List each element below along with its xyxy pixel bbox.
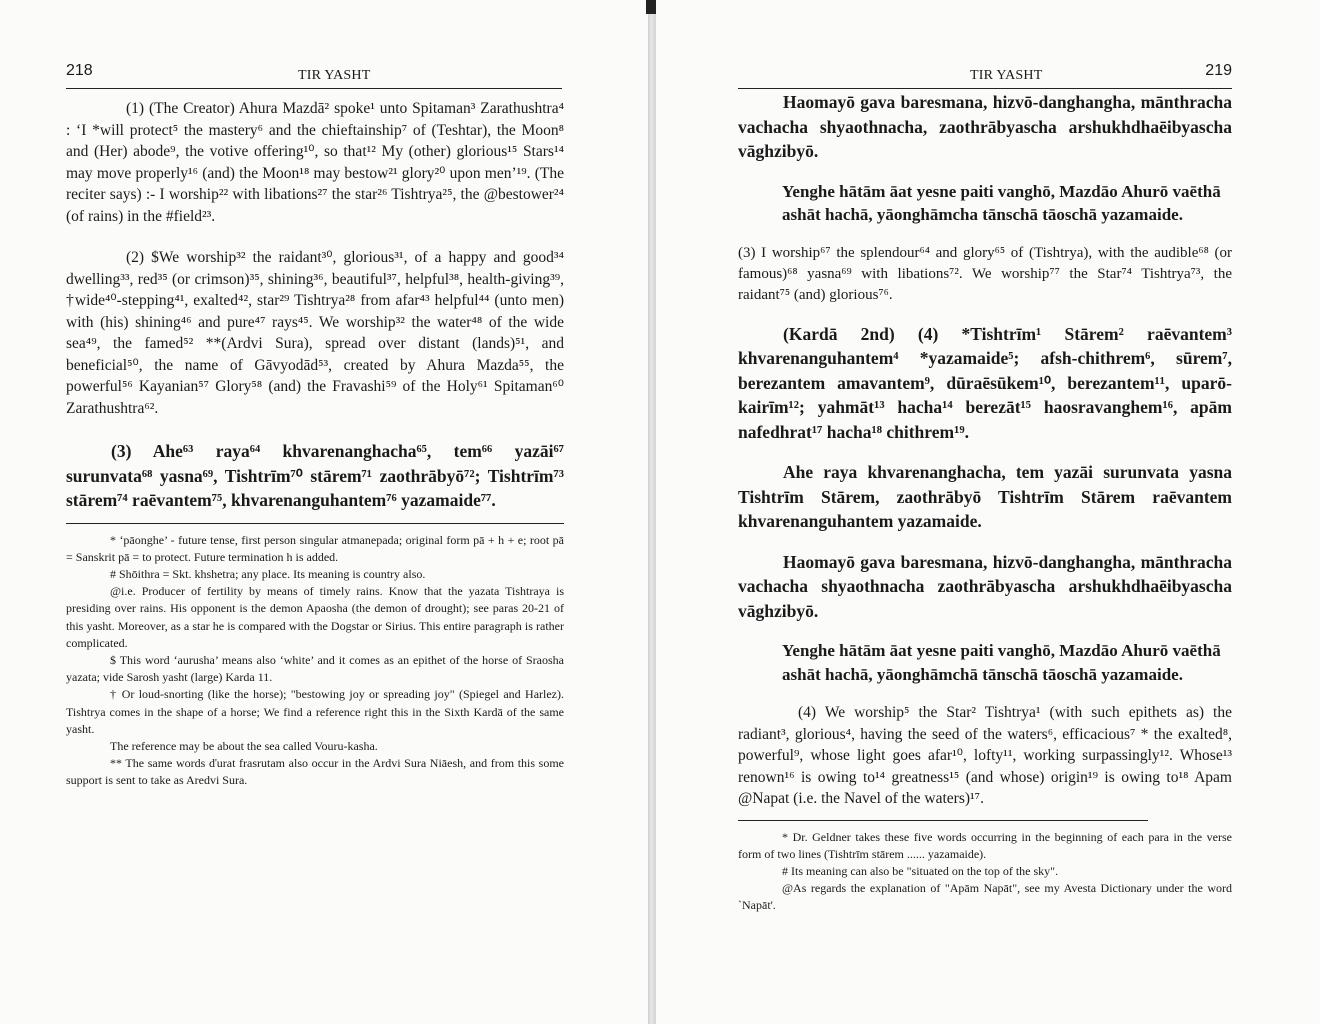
paragraph-2: (2) $We worship³² the raidant³⁰, glorious³¹, of a happy and good³⁴ dwelling³³, red³⁵ (or crimson)³⁵, shining³⁶, beautiful³⁷, helpful³⁸, health-giving³⁹, †wide⁴⁰-stepping⁴¹, exalted⁴², star²⁹ Tishtrya²⁸ from afar⁴³ helpful⁴⁴ (unto men) with (his) shining⁴⁶ and pure⁴⁷ rays⁴⁵. We worship³² the water⁴⁸ of the wide sea⁴⁹, the famed⁵² **(Ardvi Sura), spread over distant (lands)⁵¹, and beneficial⁵⁰, the name of Gāvyodād⁵³, created by Ahura Mazda⁵⁵, the powerful⁵⁶ Kayanian⁵⁷ Glory⁵⁸ (and) the Fravashi⁵⁹ of the Holy⁶¹ Spitaman⁶⁰ Zarathushtra⁶².: [66, 249, 564, 417]
footnote: # Shōithra = Skt. khshetra; any place. Its meaning is country also.: [110, 566, 426, 581]
footnote: † Or loud-snorting (like the horse); "bestowing joy or spreading joy" (Spiegel and Harlez). Tishtrya comes in the shape of a horse; We find a reference right this in the Sixth Kardā of the same yasht.: [66, 687, 564, 736]
footnotes: [738, 829, 1232, 914]
footnote: # Its meaning can also be "situated on the top of the sky".: [782, 863, 1059, 878]
left-page-header: [66, 60, 562, 89]
footnote: ** The same words ďurat frasrutam also occur in the Ardvi Sura Niāesh, and from this some support is sent to take as Aredvi Sura.: [66, 756, 564, 788]
footnote: @i.e. Producer of fertility by means of timely rains. Know that the yazata Tishtraya is presiding over rains. His opponent is the demon Apaosha (the demon of drought); see paras 20-21 of this yasht. Moreover, as a star he is compared with the Dogstar or Sirius. This entire paragraph is rather complicated.: [66, 584, 564, 650]
avesta-verse: Haomayō gava baresmana, hizvō-danghangha, mānthracha vachacha shyaothnacha zaothrābyascha arshukhdhaēibyascha vāghzibyō.: [738, 551, 1232, 621]
page-number: 218: [66, 62, 93, 79]
left-page-body: [66, 98, 564, 790]
avesta-paragraph-3: (3) Ahe⁶³ raya⁶⁴ khvarenanghacha⁶⁵, tem⁶⁶ yazāi⁶⁷ surunvata⁶⁸ yasna⁶⁹, Tishtrīm⁷⁰ stārem⁷¹ zaothrābyō⁷²; Tishtrīm⁷³ stārem⁷⁴ raēvantem⁷⁵, khvarenanguhantem⁷⁶ yazamaide⁷⁷.: [66, 441, 564, 510]
paragraph-4: (4) We worship⁵ the Star² Tishtrya¹ (with such epithets as) the radiant³, glorious⁴, having the seed of the waters⁶, efficacious⁷ * the exalted⁸, powerful⁹, whose light goes afar¹⁰, lofty¹¹, working surpassingly¹². Whose¹³ renown¹⁶ is owing to¹⁴ greatness¹⁵ (and whose) origin¹⁹ is owing to¹⁸ Apam @Napat (i.e. the Navel of the waters)¹⁷.: [738, 704, 1232, 807]
right-page: [656, 0, 1320, 1024]
avesta-verse-indented: Yenghe hātām āat yesne paiti vanghō, Mazdāo Ahurō vaēthā ashāt hachā, yāonghāmchā tānschā tāoschā yazamaide.: [782, 641, 1221, 684]
running-title: TIR YASHT: [298, 68, 371, 83]
footnote: $ This word ‘aurusha’ means also ‘white’ and it comes as an epithet of the horse of Sraosha yazata; vide Sarosh yasht (large) Karda 11.: [66, 652, 564, 685]
footnote: @As regards the explanation of "Apām Napāt", see my Avesta Dictionary under the word `Napāt'.: [738, 880, 1232, 912]
avesta-verse: Ahe raya khvarenanghacha, tem yazāi surunvata yasna Tishtrīm Stārem, zaothrābyō Tishtrīm Stārem raēvantem khvarenanguhantem yazamaide.: [738, 462, 1232, 531]
footnotes: [66, 532, 564, 790]
avesta-karda-2: (Kardā 2nd) (4) *Tishtrīm¹ Stārem² raēvantem³ khvarenanguhantem⁴ *yazamaide⁵; afsh-chithrem⁶, sūrem⁷, berezantem amavantem⁹, dūraēsūkem¹⁰, berezantem¹¹, uparō-kairīm¹²; yahmāt¹³ hacha¹⁴ berezāt¹⁵ haosravanghem¹⁶, apām nafedhrat¹⁷ hacha¹⁸ chithrem¹⁹.: [738, 323, 1232, 442]
paragraph-3: (3) I worship⁶⁷ the splendour⁶⁴ and glory⁶⁵ of (Tishtrya), with the audible⁶⁸ (or famous)⁶⁸ yasna⁶⁹ with libations⁷². We worship⁷⁷ the Star⁷⁴ Tishtrya⁷³, the raidant⁷⁵ (and) glorious⁷⁶.: [738, 244, 1232, 303]
avesta-verse-indented: Yenghe hātām āat yesne paiti vanghō, Mazdāo Ahurō vaēthā ashāt hachā, yāonghāmcha tānschā tāoschā yazamaide.: [782, 181, 1221, 224]
book-gutter: [648, 0, 656, 1024]
paragraph-1: (1) (The Creator) Ahura Mazdā² spoke¹ unto Spitaman³ Zarathushtra⁴ : ‘I *will protect⁵ the mastery⁶ and the chieftainship⁷ of (Teshtar), the Moon⁸ and (Her) abode⁹, the votive offering¹⁰, so that¹² My (other) glorious¹⁵ Stars¹⁴ may move properly¹⁶ (and) the Moon¹⁸ may bestow²¹ glory²⁰ upon men’¹⁹. (The reciter says) :- I worship²² with libations²⁷ the star²⁶ Tishtrya²⁵, the @bestower²⁴ (of rains) in the #field²³.: [66, 100, 564, 225]
footnote-divider: [738, 820, 1148, 821]
footnote: * ‘pāonghe’ - future tense, first person singular atmanepada; original form pā + h + e; root pā = Sanskrit pā = to protect. Future termination h is added.: [66, 532, 564, 564]
left-page: [0, 0, 648, 1024]
footnote-divider: [66, 523, 564, 524]
footnote: * Dr. Geldner takes these five words occurring in the beginning of each para in the verse form of two lines (Tishtrīm stārem ...... yazamaide).: [738, 829, 1232, 861]
page-number: 219: [1205, 62, 1232, 79]
right-page-body: [738, 90, 1232, 914]
right-page-header: [738, 60, 1232, 89]
avesta-verse: Haomayō gava baresmana, hizvō-danghangha, mānthracha vachacha shyaothnacha, zaothrābyascha arshukhdhaēibyascha vāghzibyō.: [738, 92, 1232, 161]
running-title: TIR YASHT: [970, 68, 1043, 83]
footnote: The reference may be about the sea called Vouru-kasha.: [110, 738, 378, 753]
